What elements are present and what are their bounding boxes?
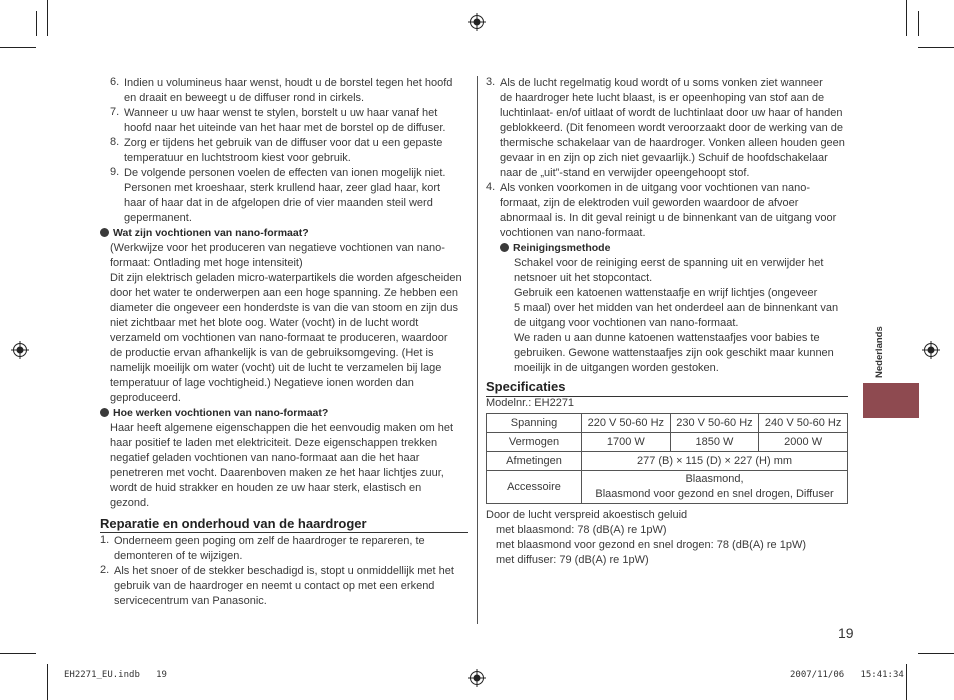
item-text: servicecentrum van Panasonic.	[114, 595, 267, 607]
list-item	[486, 181, 856, 241]
bullet-heading-text: Reinigingsmethode	[513, 242, 611, 254]
footer-date: 2007/11/06 15:41:34	[790, 670, 904, 680]
item-text: demonteren of te wijzigen.	[114, 550, 243, 562]
list-item	[110, 76, 470, 106]
text-line: namelijk moeilijk om water (vocht) uit de lucht te verzamelen bij lage	[110, 362, 442, 374]
text-line: niet zichtbaar met het blote oog. Water (vocht) in de lucht wordt	[110, 317, 419, 329]
section-heading: Reparatie en onderhoud van de haardroger	[100, 516, 367, 531]
table-cell: 2000 W	[759, 433, 848, 452]
footer-file: EH2271_EU.indb 19	[64, 670, 167, 680]
table-cell	[582, 471, 848, 504]
table-cell: 240 V 50-60 Hz	[759, 414, 848, 433]
cell-line: Blaasmond,	[685, 473, 744, 485]
item-text: Als de lucht regelmatig koud wordt of u soms vonken ziet wanneer	[500, 77, 823, 89]
table-cell: Accessoire	[487, 471, 582, 504]
item-number: 7.	[110, 106, 120, 118]
table-cell: Afmetingen	[487, 452, 582, 471]
text-line: wordt de huid strakker en houden ze uw haar sterk, elastisch en	[110, 482, 422, 494]
registration-mark-icon	[11, 341, 29, 359]
page-number: 19	[838, 625, 854, 641]
crop-mark	[906, 664, 907, 700]
table-cell: 277 (B) × 115 (D) × 227 (H) mm	[582, 452, 848, 471]
numbered-list-repair	[100, 534, 470, 609]
registration-mark-icon	[468, 13, 486, 31]
item-text: Personen met kroeshaar, sterk krullend haar, zeer glad haar, kort	[124, 182, 441, 194]
heading-rule	[100, 532, 468, 533]
text-line: penetreren met vocht. Daarenboven maken ze het haar lichtjes zuur,	[110, 467, 444, 479]
text-line: We raden u aan dunne katoenen wattenstaafjes voor babies te	[514, 332, 820, 344]
text-line: verzameld om vochtionen van nano-formaat te produceren, waardoor	[110, 332, 448, 344]
paragraph	[100, 421, 470, 511]
item-text: gepermanent.	[124, 212, 192, 224]
item-number: 3.	[486, 76, 496, 88]
paragraph	[100, 241, 470, 406]
table-cell: 230 V 50-60 Hz	[670, 414, 759, 433]
item-text: Indien u volumineus haar wenst, houdt u de borstel tegen het hoofd	[124, 77, 453, 89]
table-cell: 1850 W	[670, 433, 759, 452]
crop-mark	[918, 653, 954, 654]
item-number: 9.	[110, 166, 120, 178]
bullet-heading	[100, 406, 470, 421]
item-text: Onderneem geen poging om zelf de haardroger te repareren, te	[114, 535, 425, 547]
language-label	[862, 316, 885, 378]
text-line: temperatuur of lage vochtigheid.) Negatieve ionen worden dan	[110, 377, 414, 389]
bullet-heading-text: Hoe werken vochtionen van nano-formaat?	[113, 407, 329, 419]
text-line: met blaasmond: 78 (dB(A) re 1pW)	[496, 524, 667, 536]
language-label-text: Nederlands	[874, 326, 885, 378]
item-text: formaat, zijn de elektroden vuil geworden waardoor de afvoer	[500, 197, 799, 209]
item-text: geblokkeerd. (Dit fenomeen wordt veroorzaakt door de werking van de	[500, 122, 844, 134]
list-item	[100, 564, 470, 609]
language-tab	[863, 383, 919, 418]
crop-mark	[47, 664, 48, 700]
item-number: 8.	[110, 136, 120, 148]
column-divider	[477, 76, 478, 624]
left-column	[100, 76, 470, 609]
crop-mark	[0, 47, 36, 48]
model-number: Modelnr.: EH2271	[486, 397, 575, 409]
section-heading: Specificaties	[486, 379, 566, 394]
crop-mark	[918, 11, 919, 36]
item-number: 6.	[110, 76, 120, 88]
bullet-icon	[100, 228, 109, 237]
table-cell: Vermogen	[487, 433, 582, 452]
text-line: Gebruik een katoenen wattenstaafje en wrijf lichtjes (ongeveer	[514, 287, 818, 299]
text-line: netsnoer uit het stopcontact.	[514, 272, 653, 284]
text-line: Door de lucht verspreid akoestisch geluid	[486, 509, 688, 521]
numbered-list-top	[100, 76, 470, 226]
bullet-heading	[500, 241, 856, 256]
cell-line: Blaasmond voor gezond en snel drogen, Diffuser	[595, 488, 834, 500]
text-line: met blaasmond voor gezond en snel drogen: 78 (dB(A) re 1pW)	[496, 539, 806, 551]
right-column	[486, 76, 856, 376]
item-text: gevaar in en zijn op zich niet gevaarlijk.) Schuif de hoofdschakelaar	[500, 152, 828, 164]
text-line: Haar heeft algemene eigenschappen die het eenvoudig maken om het	[110, 422, 454, 434]
crop-mark	[906, 0, 907, 36]
text-line: formaat: Ontlading met hoge intensiteit)	[110, 257, 303, 269]
item-text: hoofd naar het uiteinde van het haar met de borstel op de diffuser.	[124, 122, 446, 134]
text-line: gebruiken. Gewone wattenstaafjes zijn ook geschikt maar kunnen	[514, 347, 834, 359]
paragraph	[500, 256, 856, 376]
registration-mark-icon	[468, 669, 486, 687]
bullet-heading	[100, 226, 470, 241]
item-text: abnormaal is. In dit geval reinigt u de binnenkant van de uitgang voor	[500, 212, 837, 224]
list-item	[110, 106, 470, 136]
item-number: 4.	[486, 181, 496, 193]
list-item	[110, 136, 470, 166]
text-line: 5 maal) over het midden van het onderdeel aan de binnenkant van	[514, 302, 839, 314]
table-row	[487, 433, 848, 452]
table-cell: 220 V 50-60 Hz	[582, 414, 671, 433]
item-text: temperatuur en luchtstroom kiest voor gebruik.	[124, 152, 351, 164]
item-text: haar of haar dat in de afgelopen drie of vier maanden steil werd	[124, 197, 433, 209]
noise-info	[486, 508, 806, 568]
item-text: de haardroger hete lucht blaast, is er opeenhoping van stof aan de	[500, 92, 825, 104]
text-line: haar positief te laden met elektriciteit. Deze eigenschappen trekken	[110, 437, 438, 449]
registration-mark-icon	[922, 341, 940, 359]
text-line: moeilijk in de uitgangen worden gestoken.	[514, 362, 719, 374]
item-text: luchtinlaat- en/of uitlaat of wordt de luchtinlaat door uw haar of handen	[500, 107, 843, 119]
crop-mark	[47, 0, 48, 36]
crop-mark	[36, 11, 37, 36]
text-line: de uitgang voor vochtionen van nano-formaat.	[514, 317, 739, 329]
table-cell: 1700 W	[582, 433, 671, 452]
text-line: met diffuser: 79 (dB(A) re 1pW)	[496, 554, 649, 566]
item-text: Als het snoer of de stekker beschadigd is, stopt u onmiddellijk met het	[114, 565, 454, 577]
list-item	[110, 166, 470, 226]
text-line: Dit zijn elektrisch geladen micro-waterpartikels die worden afgescheiden	[110, 272, 462, 284]
item-number: 1.	[100, 534, 110, 546]
crop-mark	[0, 653, 36, 654]
text-line: diameter die ongeveer een honderdste is van die van stoom en zijn dus	[110, 302, 458, 314]
item-number: 2.	[100, 564, 110, 576]
crop-mark	[918, 47, 954, 48]
bullet-icon	[100, 408, 109, 417]
text-line: door het water te onderwerpen aan een hoge spanning. Ze hebben een	[110, 287, 458, 299]
text-line: gezond.	[110, 497, 150, 509]
list-item	[486, 76, 856, 181]
item-text: Wanneer u uw haar wenst te stylen, borstelt u uw haar vanaf het	[124, 107, 438, 119]
text-line: (Werkwijze voor het produceren van negatieve vochtionen van nano-	[110, 242, 445, 254]
text-line: de productie ervan afhankelijk is van de gebruiksomgeving. (Het is	[110, 347, 434, 359]
item-text: gebruik van de haardroger en neemt u contact op met een erkend	[114, 580, 435, 592]
spec-table	[486, 413, 848, 504]
table-row	[487, 471, 848, 504]
table-cell: Spanning	[487, 414, 582, 433]
item-text: Zorg er tijdens het gebruik van de diffuser voor dat u een gepaste	[124, 137, 443, 149]
numbered-list-right	[486, 76, 856, 376]
text-line: Schakel voor de reiniging eerst de spanning uit en verwijder het	[514, 257, 824, 269]
table-row	[487, 452, 848, 471]
item-text: Als vonken voorkomen in de uitgang voor vochtionen van nano-	[500, 182, 811, 194]
list-item	[100, 534, 470, 564]
item-text: vochtionen van nano-formaat.	[500, 227, 646, 239]
item-text: thermische schakelaar van de haardroger. Vonken alleen houden geen	[500, 137, 845, 149]
table-row	[487, 414, 848, 433]
text-line: geproduceerd.	[110, 392, 181, 404]
text-line: negatief geladen vochtionen van nano-formaat aan die het haar	[110, 452, 420, 464]
bullet-icon	[500, 243, 509, 252]
bullet-heading-text: Wat zijn vochtionen van nano-formaat?	[113, 227, 309, 239]
item-text: en draait en beweegt u de diffuser rond in cirkels.	[124, 92, 365, 104]
item-text: De volgende personen voelen de effecten van ionen mogelijk niet.	[124, 167, 446, 179]
item-text: naar de „uit”-stand en verwijder opeengehoopt stof.	[500, 167, 750, 179]
